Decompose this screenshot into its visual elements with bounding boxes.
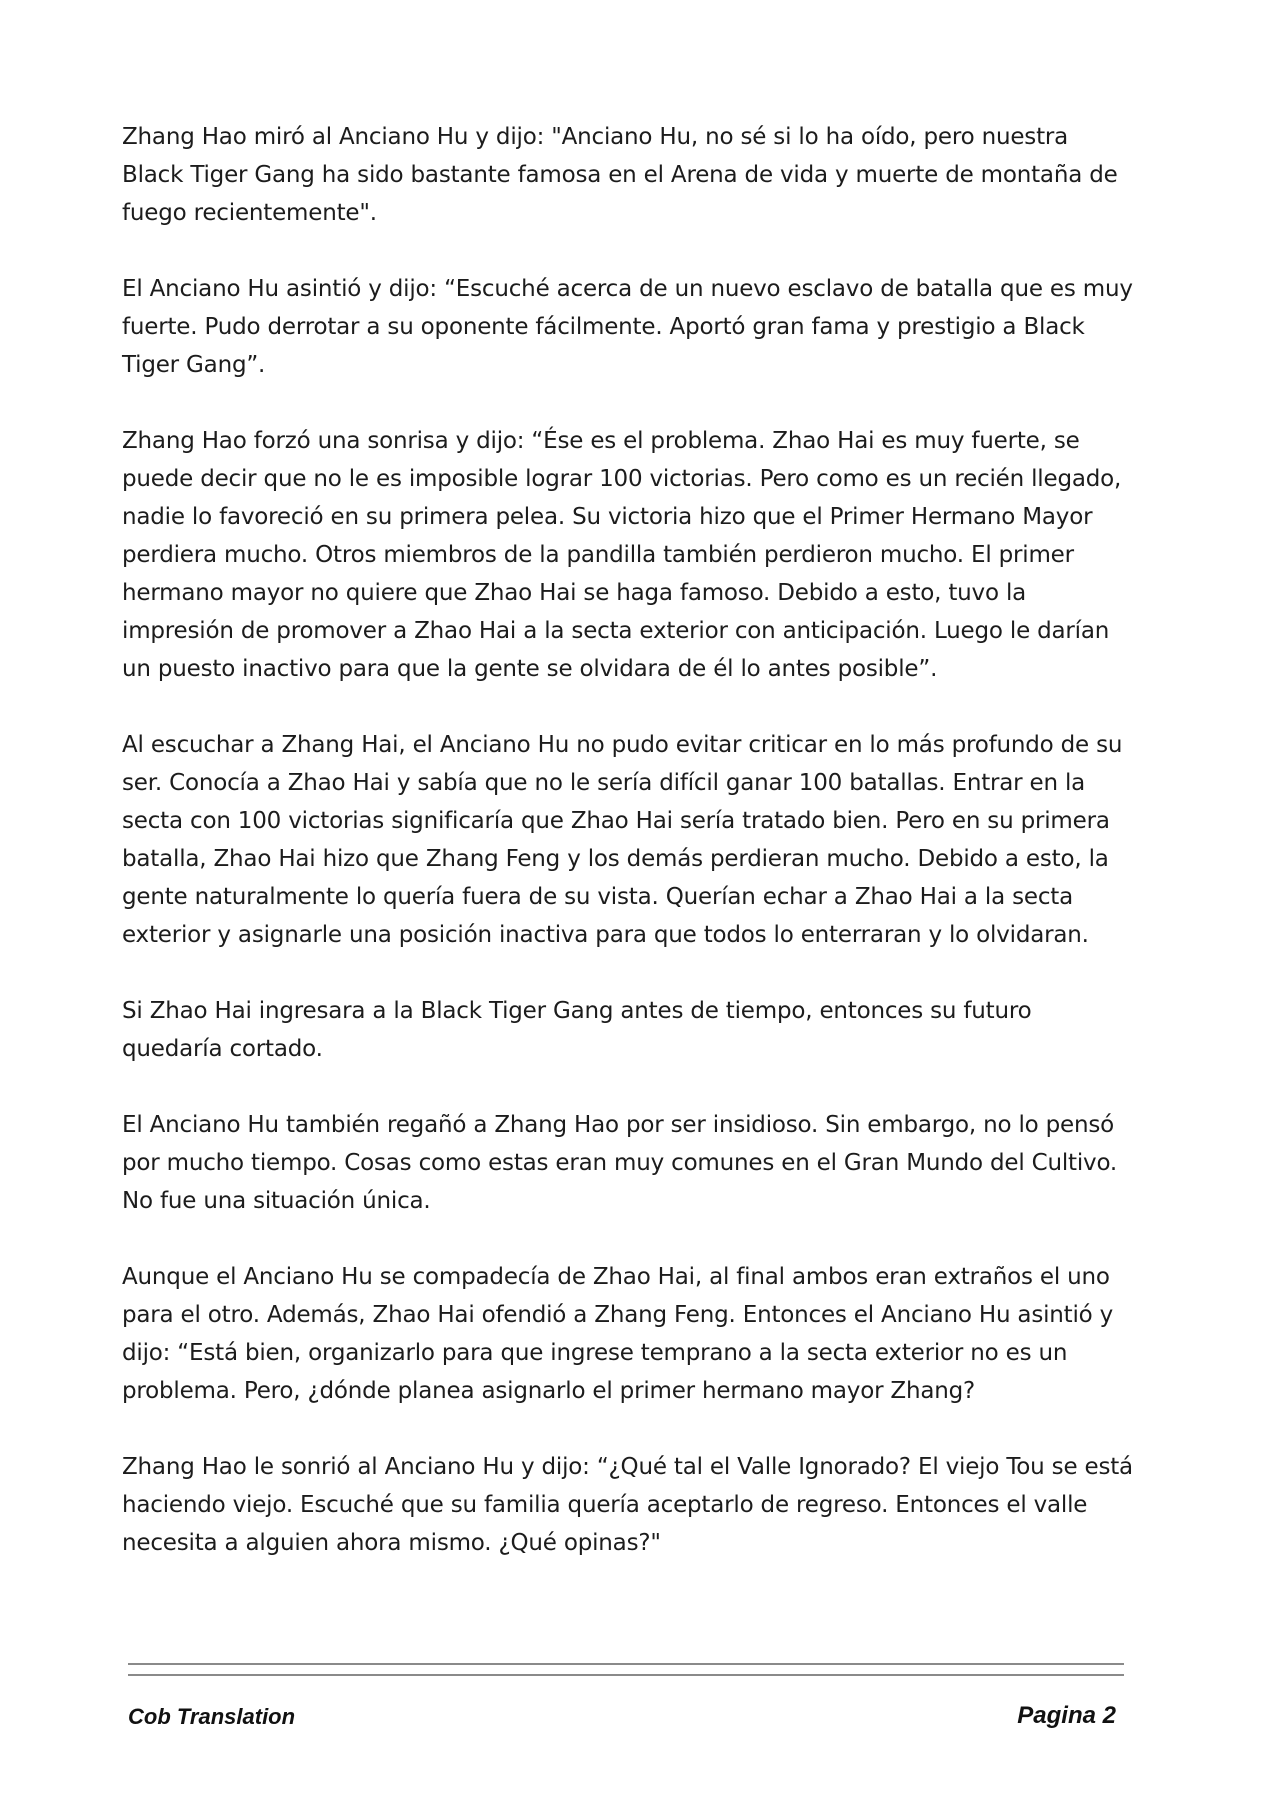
paragraph: Aunque el Anciano Hu se compadecía de Zhao Hai, al final ambos eran extraños el uno para el otro. Además, Zhao Hai ofendió a Zhang Feng. Entonces el Anciano Hu asintió y dijo: “Está bien, organizarlo para que ingrese temprano a la secta exterior no es un problema. Pero, ¿dónde planea asignarlo el primer hermano mayor Zhang? xyxy=(122,1264,1114,1404)
footer-credit: Cob Translation xyxy=(128,1704,296,1729)
page-number: Pagina 2 xyxy=(1017,1702,1116,1729)
paragraph: El Anciano Hu asintió y dijo: “Escuché acerca de un nuevo esclavo de batalla que es muy fuerte. Pudo derrotar a su oponente fácilmente. Aportó gran fama y prestigio a Black Tiger Gang”. xyxy=(122,276,1133,378)
paragraph: Si Zhao Hai ingresara a la Black Tiger Gang antes de tiempo, entonces su futuro quedaría cortado. xyxy=(122,998,1032,1062)
footer-divider xyxy=(128,1663,1124,1665)
paragraph: El Anciano Hu también regañó a Zhang Hao por ser insidioso. Sin embargo, no lo pensó por mucho tiempo. Cosas como estas eran muy comunes en el Gran Mundo del Cultivo. No fue una situación única. xyxy=(122,1112,1118,1214)
paragraph: Zhang Hao forzó una sonrisa y dijo: “Ése es el problema. Zhao Hai es muy fuerte, se puede decir que no le es imposible lograr 100 victorias. Pero como es un recién llegado, nadie lo favoreció en su primera pelea. Su victoria hizo que el Primer Hermano Mayor perdiera mucho. Otros miembros de la pandilla también perdieron mucho. El primer hermano mayor no quiere que Zhao Hai se haga famoso. Debido a esto, tuvo la impresión de promover a Zhao Hai a la secta exterior con anticipación. Luego le darían un puesto inactivo para que la gente se olvidara de él lo antes posible”. xyxy=(122,428,1122,682)
footer-divider xyxy=(128,1674,1124,1676)
paragraph: Al escuchar a Zhang Hai, el Anciano Hu no pudo evitar criticar en lo más profundo de su ser. Conocía a Zhao Hai y sabía que no le sería difícil ganar 100 batallas. Entrar en la secta con 100 victorias significaría que Zhao Hai sería tratado bien. Pero en su primera batalla, Zhao Hai hizo que Zhang Feng y los demás perdieran mucho. Debido a esto, la gente naturalmente lo quería fuera de su vista. Querían echar a Zhao Hai a la secta exterior y asignarle una posición inactiva para que todos lo enterraran y lo olvidaran. xyxy=(122,732,1123,948)
paragraph: Zhang Hao le sonrió al Anciano Hu y dijo: “¿Qué tal el Valle Ignorado? El viejo Tou se está haciendo viejo. Escuché que su familia quería aceptarlo de regreso. Entonces el valle necesita a alguien ahora mismo. ¿Qué opinas?" xyxy=(122,1454,1133,1556)
document-body xyxy=(122,118,1134,1600)
paragraph: Zhang Hao miró al Anciano Hu y dijo: "Anciano Hu, no sé si lo ha oído, pero nuestra Black Tiger Gang ha sido bastante famosa en el Arena de vida y muerte de montaña de fuego recientemente". xyxy=(122,124,1118,226)
